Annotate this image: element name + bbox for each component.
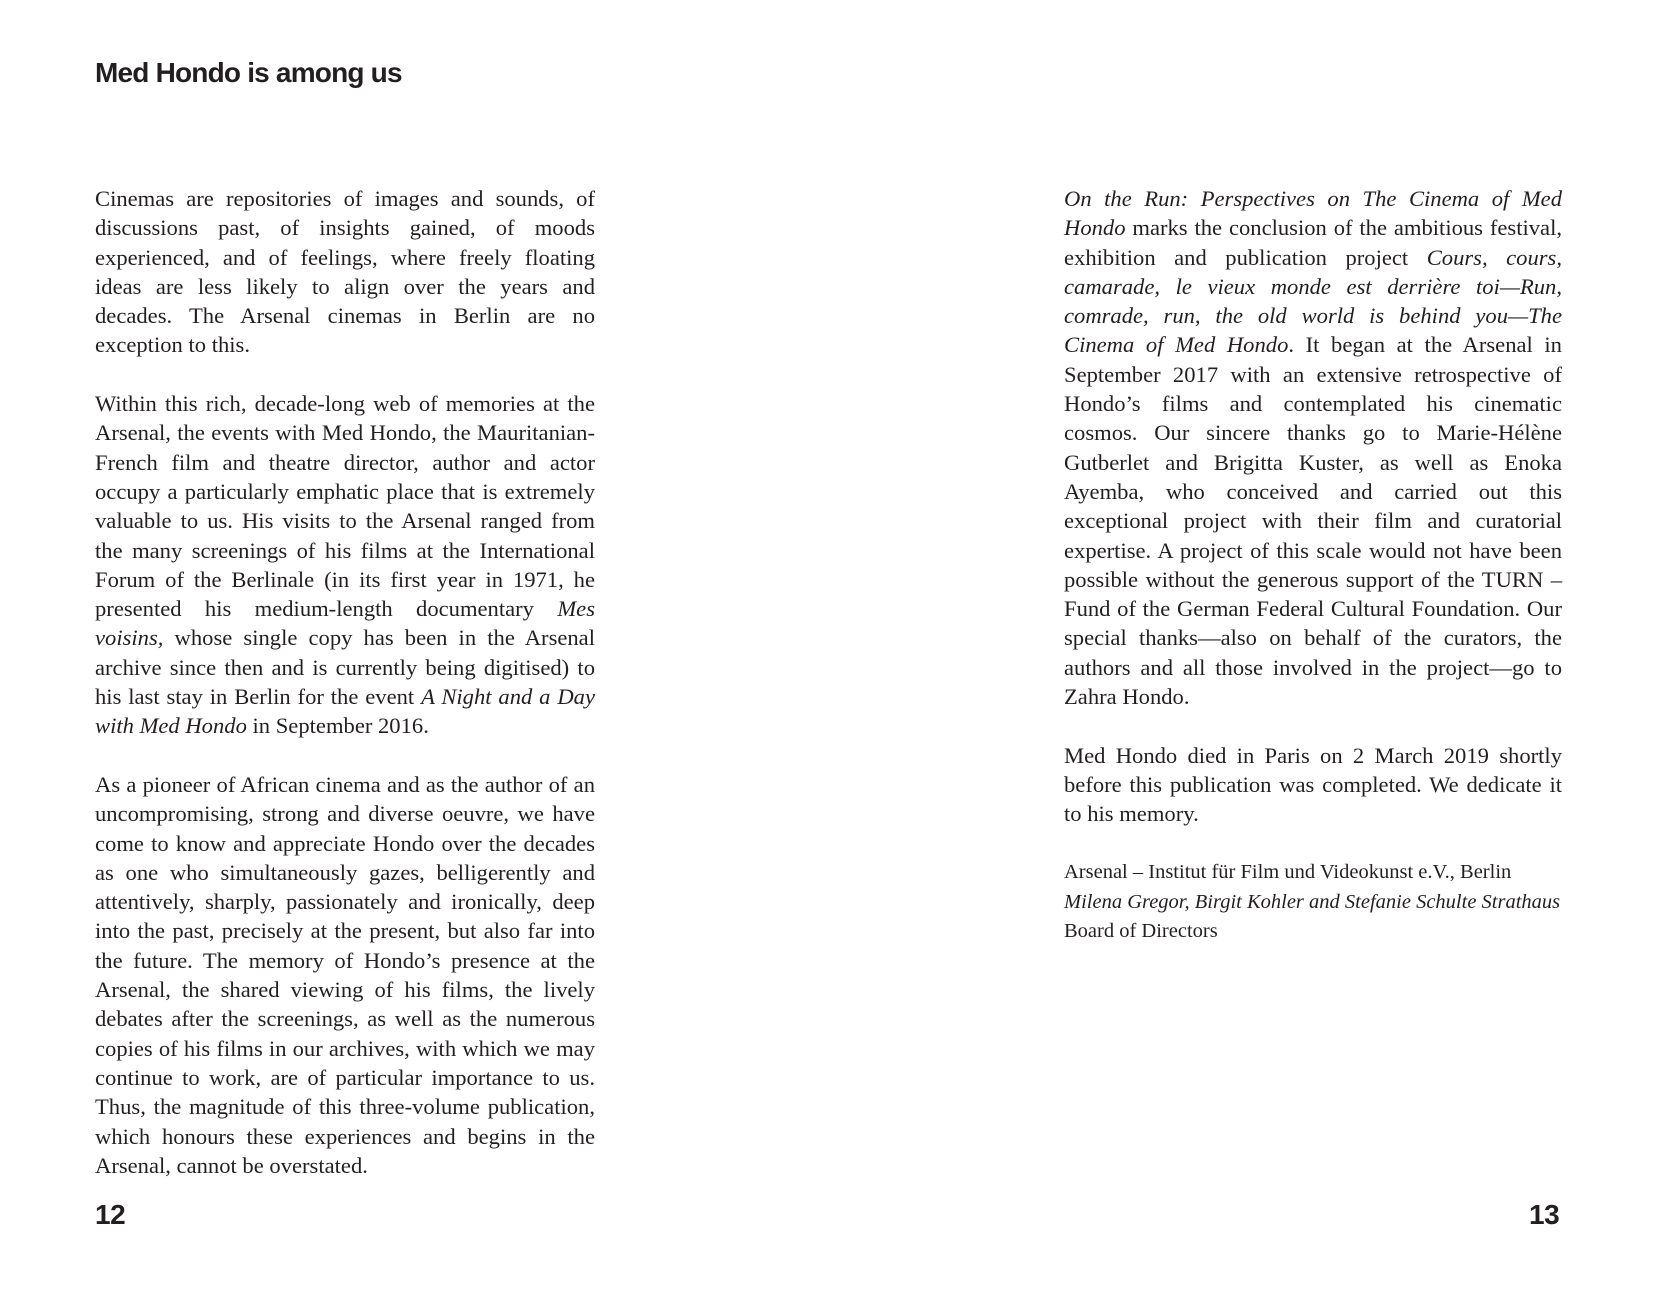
right-page xyxy=(827,0,1654,1299)
paragraph-dedication: Med Hondo died in Paris on 2 March 2019 shortly before this publication was completed. We dedicate it to his memory. xyxy=(1064,742,1562,827)
paragraph-on-the-run xyxy=(1064,184,1562,711)
left-body-column xyxy=(95,184,595,1180)
page-number-left: 12 xyxy=(95,1199,126,1230)
event-title-night-and-day: A Night and a Day with Med Hondo xyxy=(95,684,595,739)
paragraph-text: . It began at the Arsenal in September 2017 with an extensive retrospective of Hondo’s films and contemplated his cinematic cosmos. Our sincere thanks go to Marie-Hélène Gutberlet and Brigitta Kuster, as well as Enoka Ayemba, who conceived and carried out this exceptional project with their film and curatorial expertise. A project of this scale would not have been possible without the generous support of the TURN – Fund of the German Federal Cultural Foundation. Our special thanks—also on behalf of the curators, the authors and all those involved in the project—go to Zahra Hondo. xyxy=(1064,332,1562,710)
paragraph-text: whose single copy has been in the Arsenal archive since then and is currently being digitised) to his last stay in Berlin for the event xyxy=(95,625,595,710)
signature-block xyxy=(1064,858,1562,947)
paragraph-text: marks the conclusion of the ambitious festival, exhibition and publication project xyxy=(1064,215,1562,270)
project-title-cours-camarade: Cours, cours, camarade, le vieux monde est derrière toi—Run, comrade, run, the old world is behind you—The Cinema of Med Hondo xyxy=(1064,244,1562,358)
paragraph-cinemas-repositories: Cinemas are repositories of images and sounds, of discussions past, of insights gained, of moods experienced, and of feelings, where freely floating ideas are less likely to align over the years and decades. The Arsenal cinemas in Berlin are no exception to this. xyxy=(95,186,595,358)
signature-names-text: Milena Gregor, Birgit Kohler and Stefanie Schulte Strathaus xyxy=(1064,890,1561,913)
signature-role: Board of Directors xyxy=(1064,920,1218,943)
paragraph-text: Within this rich, decade-long web of memories at the Arsenal, the events with Med Hondo, the Mauritanian-French film and theatre director, author and actor occupy a particularly emphatic place that is extremely valuable to us. His visits to the Arsenal ranged from the many screenings of his films at the International Forum of the Berlinale (in its first year in 1971, he presented his medium-length documentary xyxy=(95,391,595,622)
paragraph-pioneer-african-cinema: As a pioneer of African cinema and as the author of an uncompromising, strong and diverse oeuvre, we have come to know and appreciate Hondo over the decades as one who simultaneously gazes, belligerently and attentively, sharply, passionately and ironically, deep into the past, precisely at the present, but also far into the future. The memory of Hondo’s presence at the Arsenal, the shared viewing of his films, the lively debates after the screenings, as well as the numerous copies of his films in our archives, with which we may continue to work, are of particular importance to us. Thus, the magnitude of this three-volume publication, which honours these experiences and begins in the Arsenal, cannot be overstated. xyxy=(95,771,595,1178)
page-number-right: 13 xyxy=(1529,1199,1560,1230)
signature-names xyxy=(1064,888,1562,918)
page-heading: Med Hondo is among us xyxy=(95,57,402,88)
film-title-mes-voisins: Mes voisins, xyxy=(95,596,595,651)
paragraph-text: in September 2016. xyxy=(246,713,429,739)
right-body-column xyxy=(1064,184,1562,947)
book-title-on-the-run: On the Run: Perspectives on The Cinema of Med Hondo xyxy=(1064,186,1562,241)
signature-institution: Arsenal – Institut für Film und Videokunst e.V., Berlin xyxy=(1064,860,1512,883)
paragraph-hondo-visits xyxy=(95,389,595,741)
